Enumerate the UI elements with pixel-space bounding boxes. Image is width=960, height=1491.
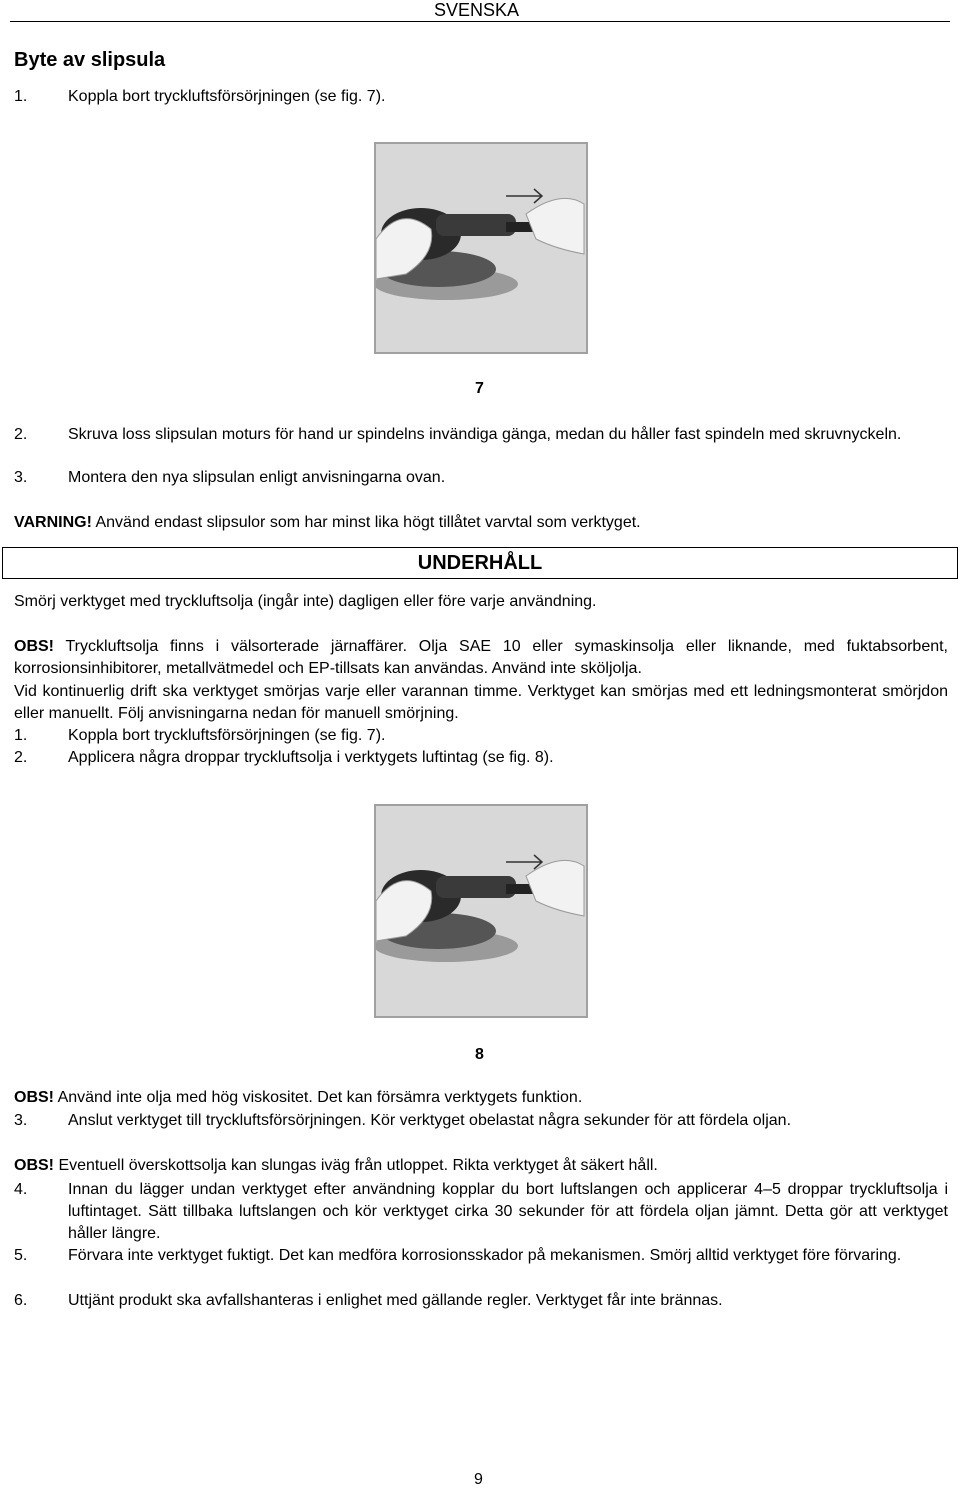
maintenance-step-6 bbox=[14, 1290, 948, 1312]
step-number: 1. bbox=[14, 88, 28, 105]
warning-paragraph bbox=[14, 512, 948, 534]
warning-label: VARNING! bbox=[14, 514, 92, 531]
obs-viscosity-paragraph bbox=[14, 1087, 948, 1109]
step-text: Anslut verktyget till tryckluftsförsörjningen. Kör verktyget obelastat några sekunder för att fördela oljan. bbox=[68, 1112, 792, 1129]
obs-label: OBS! bbox=[14, 1089, 54, 1106]
warning-text: Använd endast slipsulor som har minst lika högt tillåtet varvtal som verktyget. bbox=[91, 514, 641, 531]
maintenance-step-3 bbox=[14, 1110, 948, 1132]
step-number: 2. bbox=[14, 426, 28, 443]
maintenance-heading: UNDERHÅLL bbox=[2, 547, 958, 579]
maintenance-step-4 bbox=[14, 1179, 948, 1245]
figure-7-label: 7 bbox=[475, 380, 484, 397]
maintenance-intro: Smörj verktyget med tryckluftsolja (ingår inte) dagligen eller före varje användning. bbox=[14, 593, 597, 610]
header-language: SVENSKA bbox=[434, 0, 520, 20]
maintenance-step-5 bbox=[14, 1245, 948, 1267]
step-text: Applicera några droppar tryckluftsolja i verktygets luftintag (se fig. 8). bbox=[68, 749, 554, 766]
figure-8-label: 8 bbox=[475, 1046, 484, 1063]
step-2 bbox=[14, 424, 948, 446]
obs-label: OBS! bbox=[14, 638, 54, 655]
continuous-operation-paragraph: Vid kontinuerlig drift ska verktyget smörjas varje eller varannan timme. Verktyget kan smörjas med ett ledningsmonterat smörjdon eller manuellt. Följ anvisningarna nedan för manuell smörjning. bbox=[14, 683, 948, 722]
obs-text: Eventuell överskottsolja kan slungas iväg från utloppet. Rikta verktyget åt säkert håll. bbox=[54, 1157, 658, 1174]
step-number: 4. bbox=[14, 1181, 28, 1198]
step-text: Koppla bort tryckluftsförsörjningen (se fig. 7). bbox=[68, 88, 386, 105]
figure-8-photo bbox=[374, 804, 588, 1018]
step-number: 6. bbox=[14, 1292, 28, 1309]
obs-excess-oil-paragraph bbox=[14, 1155, 948, 1177]
header-rule bbox=[10, 21, 950, 22]
obs-text: Tryckluftsolja finns i välsorterade järnaffärer. Olja SAE 10 eller symaskinsolja eller liknande, med fuktabsorbent, korrosionsinhibitorer, metallvätmedel och EP-tillsats kan användas. Använd inte sköljolja. bbox=[14, 638, 948, 677]
step-3 bbox=[14, 467, 948, 489]
maintenance-step-2 bbox=[14, 747, 948, 769]
step-text: Innan du lägger undan verktyget efter användning kopplar du bort luftslangen och applicerar 4–5 droppar tryckluftsolja i luftintaget. Sätt tillbaka luftslangen och kör verktyget cirka 30 sekunder för att fördela oljan jämnt. Detta gör att verktyget håller längre. bbox=[68, 1181, 948, 1242]
maintenance-step-1 bbox=[14, 725, 948, 747]
step-number: 5. bbox=[14, 1247, 28, 1264]
step-text: Förvara inte verktyget fuktigt. Det kan medföra korrosionsskador på mekanismen. Smörj alltid verktyget före förvaring. bbox=[68, 1247, 902, 1264]
page-number: 9 bbox=[474, 1471, 483, 1488]
step-text: Koppla bort tryckluftsförsörjningen (se fig. 7). bbox=[68, 727, 386, 744]
step-text: Skruva loss slipsulan moturs för hand ur spindelns invändiga gänga, medan du håller fast spindeln med skruvnyckeln. bbox=[68, 426, 902, 443]
step-number: 3. bbox=[14, 469, 28, 486]
obs-label: OBS! bbox=[14, 1157, 54, 1174]
obs-text: Använd inte olja med hög viskositet. Det kan försämra verktygets funktion. bbox=[54, 1089, 583, 1106]
step-number: 2. bbox=[14, 749, 28, 766]
sander-illustration bbox=[376, 806, 586, 1016]
step-text: Uttjänt produkt ska avfallshanteras i enlighet med gällande regler. Verktyget får inte brännas. bbox=[68, 1292, 723, 1309]
sander-illustration bbox=[376, 144, 586, 352]
step-1 bbox=[14, 86, 948, 108]
step-number: 3. bbox=[14, 1112, 28, 1129]
obs-oil-paragraph bbox=[14, 636, 948, 680]
figure-7-photo bbox=[374, 142, 588, 354]
step-number: 1. bbox=[14, 727, 28, 744]
step-text: Montera den nya slipsulan enligt anvisningarna ovan. bbox=[68, 469, 446, 486]
section-title: Byte av slipsula bbox=[14, 49, 166, 71]
